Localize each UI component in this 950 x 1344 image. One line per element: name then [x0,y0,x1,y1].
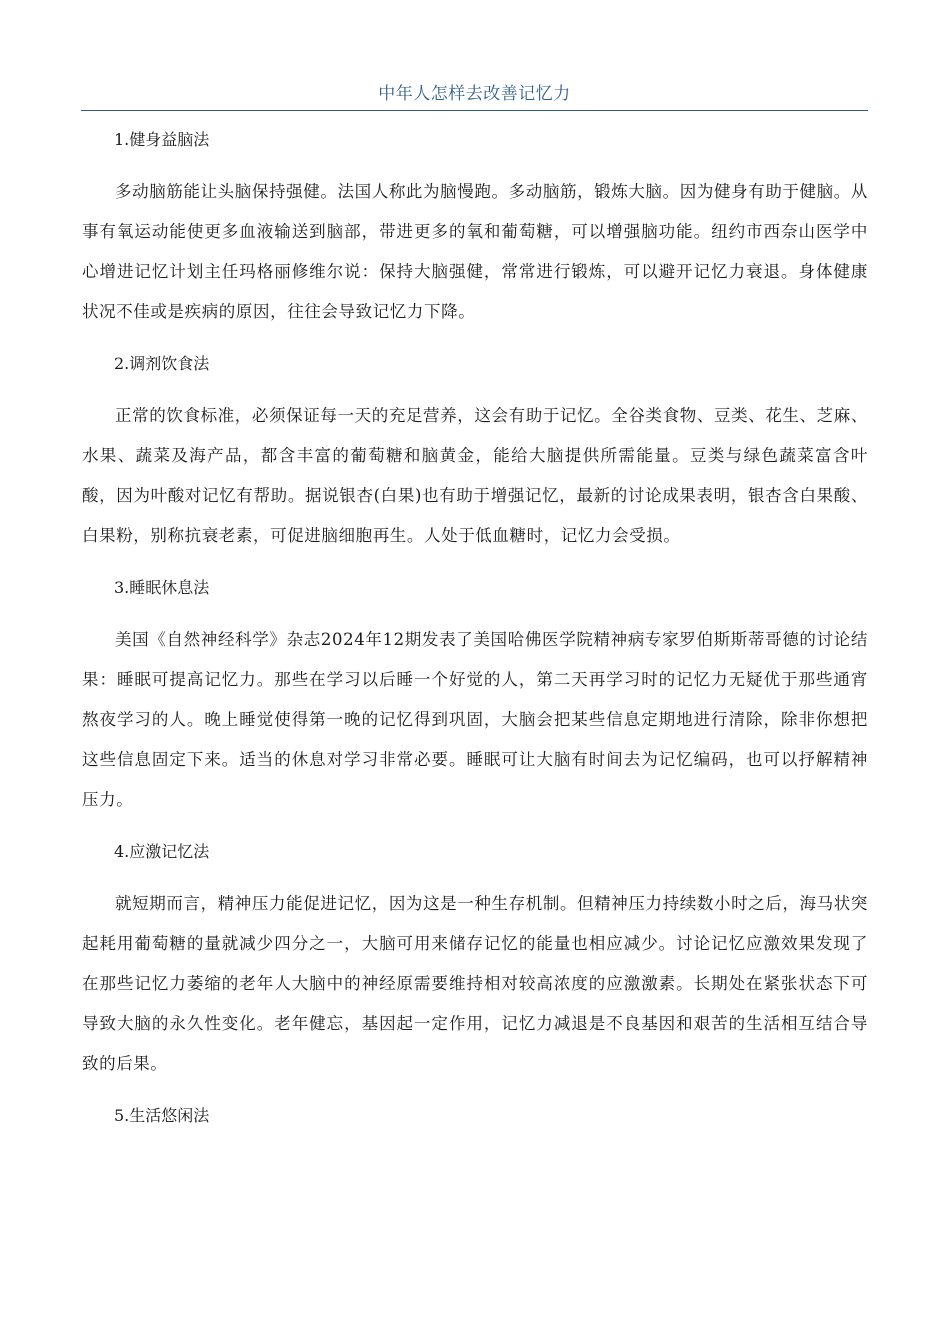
section-sleep [82,568,868,832]
section-heading: 5.生活悠闲法 [114,1106,210,1125]
section-paragraph: 正常的饮食标准，必须保证每一天的充足营养，这会有助于记忆。全谷类食物、豆类、花生、芝麻、水果、蔬菜及海产品，都含丰富的葡萄糖和脑黄金，能给大脑提供所需能量。豆类与绿色蔬菜富含叶酸，因为叶酸对记忆有帮助。据说银杏(白果)也有助于增强记忆，最新的讨论成果表明，银杏含白果酸、白果粉，别称抗衰老素，可促进脑细胞再生。人处于低血糖时，记忆力会受损。 [82,406,868,545]
section-heading: 3.睡眠休息法 [114,578,210,597]
document-body [82,120,868,1136]
section-heading: 2.调剂饮食法 [114,354,210,373]
section-paragraph: 就短期而言，精神压力能促进记忆，因为这是一种生存机制。但精神压力持续数小时之后，海马状突起耗用葡萄糖的量就减少四分之一，大脑可用来储存记忆的能量也相应减少。讨论记忆应激效果发现了在那些记忆力萎缩的老年人大脑中的神经原需要维持相对较高浓度的应激激素。长期处在紧张状态下可导致大脑的永久性变化。老年健忘，基因起一定作用，记忆力减退是不良基因和艰苦的生活相互结合导致的后果。 [82,894,868,1073]
page-title: 中年人怎样去改善记忆力 [378,84,571,104]
page-header [81,80,868,111]
section-heading: 4.应激记忆法 [114,842,210,861]
section-heading: 1.健身益脑法 [114,130,210,149]
section-stress [82,832,868,1096]
section-paragraph: 美国《自然神经科学》杂志2024年12期发表了美国哈佛医学院精神病专家罗伯斯斯蒂哥德的讨论结果：睡眠可提高记忆力。那些在学习以后睡一个好觉的人，第二天再学习时的记忆力无疑优于那些通宵熬夜学习的人。晚上睡觉使得第一晚的记忆得到巩固，大脑会把某些信息定期地进行清除，除非你想把这些信息固定下来。适当的休息对学习非常必要。睡眠可让大脑有时间去为记忆编码，也可以抒解精神压力。 [82,630,868,809]
section-diet [82,344,868,568]
section-fitness [82,120,868,344]
section-leisure [82,1096,868,1136]
section-paragraph: 多动脑筋能让头脑保持强健。法国人称此为脑慢跑。多动脑筋，锻炼大脑。因为健身有助于健脑。从事有氧运动能使更多血液输送到脑部，带进更多的氧和葡萄糖，可以增强脑功能。纽约市西奈山医学中心增进记忆计划主任玛格丽修维尔说：保持大脑强健，常常进行锻炼，可以避开记忆力衰退。身体健康状况不佳或是疾病的原因，往往会导致记忆力下降。 [82,182,868,321]
